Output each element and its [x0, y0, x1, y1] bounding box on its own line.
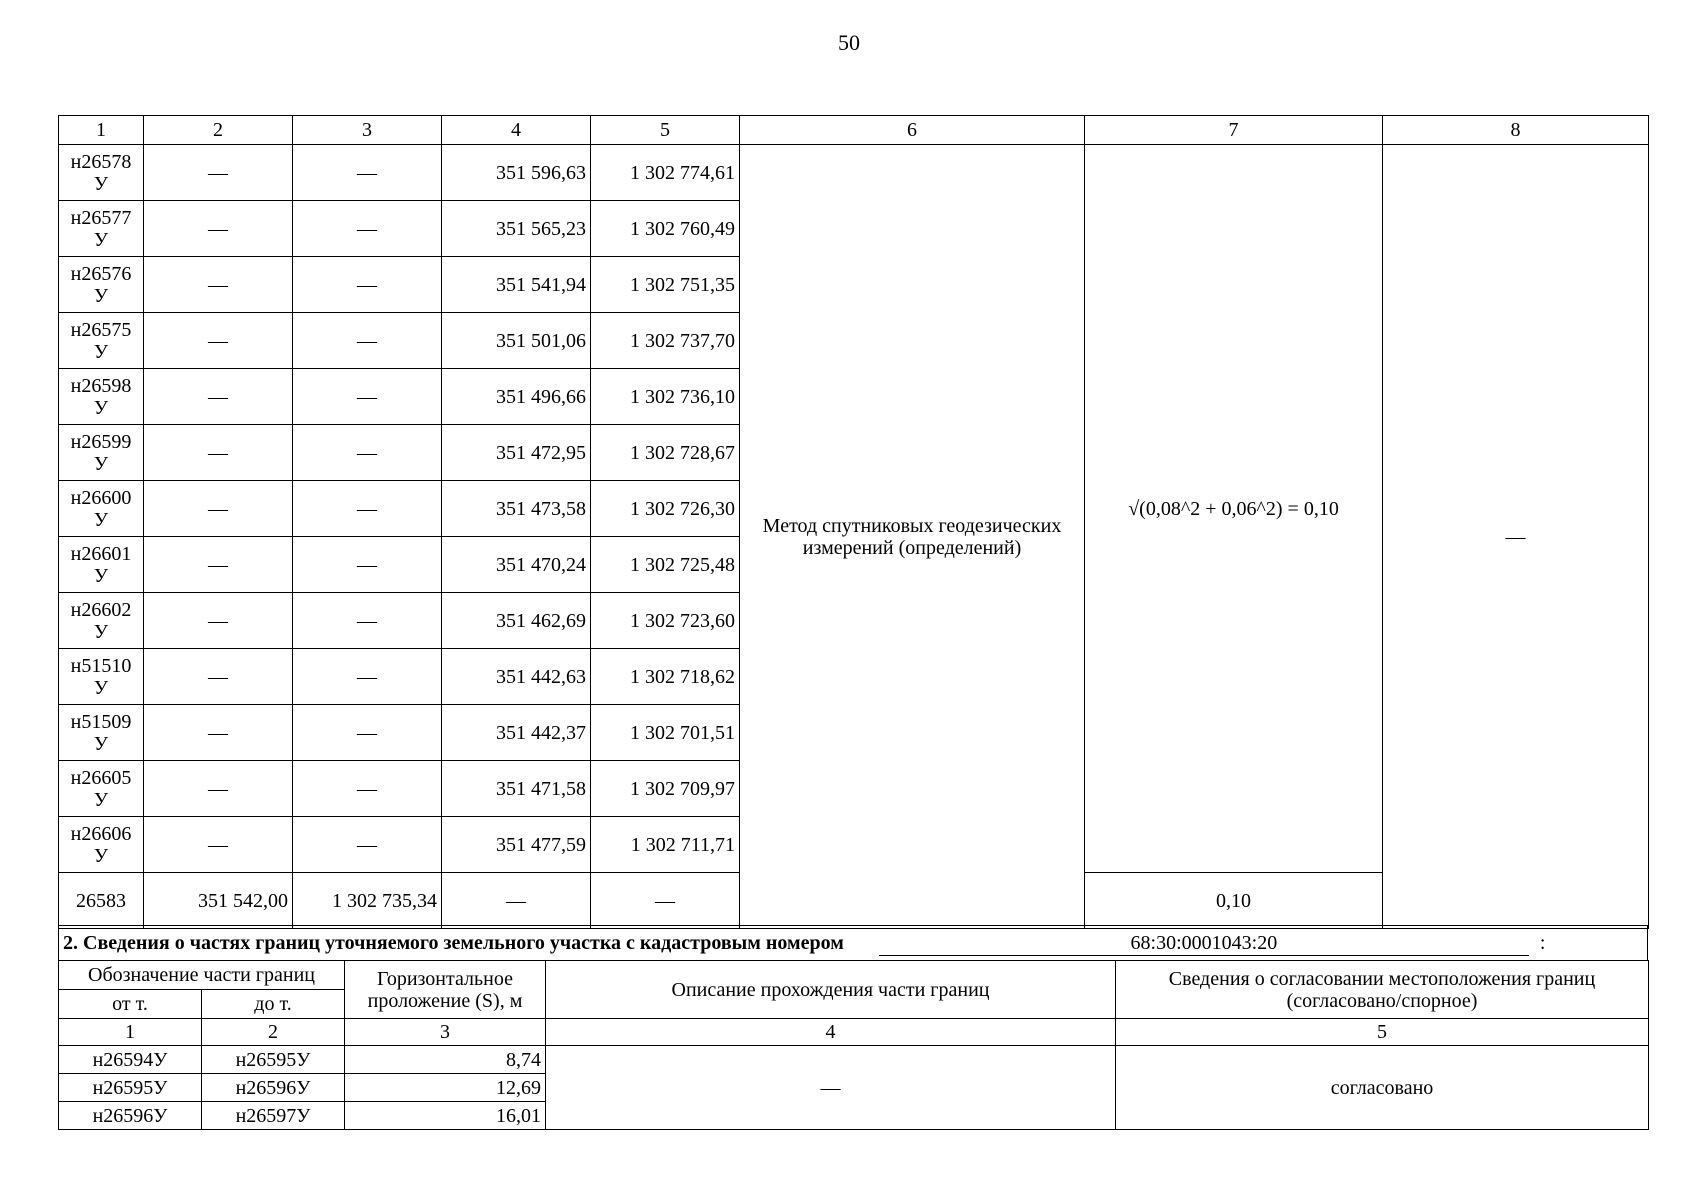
- column-number: 1: [59, 1019, 202, 1046]
- col3-value: —: [293, 649, 442, 705]
- method-cell: Метод спутниковых геодезических измерений (определений): [740, 145, 1085, 929]
- point-id: н26576: [70, 262, 132, 285]
- x-coordinate: 351 473,58: [442, 481, 591, 537]
- header-description: Описание прохождения части границ: [546, 961, 1116, 1019]
- to-point: н26595У: [202, 1046, 345, 1074]
- point-id: н26606: [70, 822, 132, 845]
- length-value: 8,74: [345, 1046, 546, 1074]
- x-coordinate: 351 541,94: [442, 257, 591, 313]
- col2-value: —: [144, 257, 293, 313]
- page-number: 50: [838, 30, 860, 55]
- column-number: 3: [345, 1019, 546, 1046]
- col7-value: 0,10: [1085, 873, 1383, 929]
- column-header: 6: [740, 116, 1085, 145]
- point-suffix: У: [93, 340, 109, 363]
- col2-value: 351 542,00: [144, 873, 293, 929]
- y-coordinate: 1 302 736,10: [591, 369, 740, 425]
- section-2-heading: [58, 925, 1648, 961]
- x-coordinate: 351 565,23: [442, 201, 591, 257]
- y-coordinate: 1 302 751,35: [591, 257, 740, 313]
- x-coordinate: 351 501,06: [442, 313, 591, 369]
- y-coordinate: 1 302 711,71: [591, 817, 740, 873]
- title-colon: :: [1539, 931, 1546, 954]
- point-id: 26583: [59, 873, 144, 929]
- point-suffix: У: [93, 564, 109, 587]
- header-agreement: Сведения о согласовании местоположения границ (согласовано/спорное): [1116, 961, 1649, 1019]
- point-id-cell: [59, 425, 144, 481]
- point-id: н26598: [70, 374, 132, 397]
- col3-value: —: [293, 761, 442, 817]
- point-id-cell: [59, 761, 144, 817]
- col3-value: —: [293, 593, 442, 649]
- from-point: н26595У: [59, 1074, 202, 1102]
- header-from: от т.: [59, 990, 202, 1019]
- column-number: 5: [1116, 1019, 1649, 1046]
- point-id-cell: [59, 705, 144, 761]
- col2-value: —: [144, 313, 293, 369]
- point-suffix: У: [93, 228, 109, 251]
- to-point: н26597У: [202, 1102, 345, 1130]
- col3-value: —: [293, 705, 442, 761]
- x-coordinate: 351 496,66: [442, 369, 591, 425]
- col8-value: —: [1383, 145, 1649, 929]
- col2-value: —: [144, 425, 293, 481]
- point-suffix: У: [93, 788, 109, 811]
- column-header: 8: [1383, 116, 1649, 145]
- col2-value: —: [144, 817, 293, 873]
- table-row: [59, 145, 1649, 201]
- point-id: н26575: [70, 318, 132, 341]
- y-coordinate: 1 302 709,97: [591, 761, 740, 817]
- point-id: н51510: [70, 654, 132, 677]
- point-id: н26599: [70, 430, 132, 453]
- length-value: 12,69: [345, 1074, 546, 1102]
- y-coordinate: 1 302 774,61: [591, 145, 740, 201]
- col3-value: —: [293, 817, 442, 873]
- point-id-cell: [59, 593, 144, 649]
- col2-value: —: [144, 761, 293, 817]
- y-coordinate: 1 302 726,30: [591, 481, 740, 537]
- y-coordinate: 1 302 701,51: [591, 705, 740, 761]
- col3-value: —: [293, 313, 442, 369]
- point-id-cell: [59, 537, 144, 593]
- x-coordinate: 351 462,69: [442, 593, 591, 649]
- col2-value: —: [144, 649, 293, 705]
- y-coordinate: 1 302 723,60: [591, 593, 740, 649]
- header-to: до т.: [202, 990, 345, 1019]
- y-coordinate: 1 302 718,62: [591, 649, 740, 705]
- point-id: н26577: [70, 206, 132, 229]
- col3-value: 1 302 735,34: [293, 873, 442, 929]
- x-coordinate: 351 472,95: [442, 425, 591, 481]
- boundary-parts-table: [58, 960, 1649, 1130]
- point-suffix: У: [93, 452, 109, 475]
- cadastral-number: 68:30:0001043:20: [879, 931, 1529, 956]
- point-suffix: У: [93, 396, 109, 419]
- point-id: н26601: [70, 542, 132, 565]
- col3-value: —: [293, 481, 442, 537]
- col2-value: —: [144, 481, 293, 537]
- from-point: н26596У: [59, 1102, 202, 1130]
- y-coordinate: 1 302 760,49: [591, 201, 740, 257]
- x-coordinate: —: [442, 873, 591, 929]
- point-suffix: У: [93, 732, 109, 755]
- header-part-designation: Обозначение части границ: [59, 961, 345, 990]
- x-coordinate: 351 477,59: [442, 817, 591, 873]
- x-coordinate: 351 596,63: [442, 145, 591, 201]
- point-id: н26578: [70, 150, 132, 173]
- point-suffix: У: [93, 172, 109, 195]
- x-coordinate: 351 442,63: [442, 649, 591, 705]
- col2-value: —: [144, 537, 293, 593]
- point-id: н26602: [70, 598, 132, 621]
- x-coordinate: 351 442,37: [442, 705, 591, 761]
- point-id-cell: [59, 481, 144, 537]
- col2-value: —: [144, 201, 293, 257]
- y-coordinate: 1 302 737,70: [591, 313, 740, 369]
- y-coordinate: —: [591, 873, 740, 929]
- from-point: н26594У: [59, 1046, 202, 1074]
- point-suffix: У: [93, 620, 109, 643]
- col3-value: —: [293, 425, 442, 481]
- col2-value: —: [144, 705, 293, 761]
- column-header: 4: [442, 116, 591, 145]
- y-coordinate: 1 302 728,67: [591, 425, 740, 481]
- point-suffix: У: [93, 676, 109, 699]
- section-title: 2. Сведения о частях границ уточняемого земельного участка с кадастровым номером: [63, 931, 844, 954]
- point-id: н26605: [70, 766, 132, 789]
- point-id-cell: [59, 145, 144, 201]
- coordinates-table: [58, 115, 1649, 929]
- col3-value: —: [293, 537, 442, 593]
- table-row: [59, 1046, 1649, 1074]
- point-id-cell: [59, 201, 144, 257]
- column-header: 5: [591, 116, 740, 145]
- column-header: 7: [1085, 116, 1383, 145]
- y-coordinate: 1 302 725,48: [591, 537, 740, 593]
- length-value: 16,01: [345, 1102, 546, 1130]
- to-point: н26596У: [202, 1074, 345, 1102]
- point-suffix: У: [93, 284, 109, 307]
- point-id-cell: [59, 369, 144, 425]
- point-id: н51509: [70, 710, 132, 733]
- point-id: н26600: [70, 486, 132, 509]
- column-number: 2: [202, 1019, 345, 1046]
- col3-value: —: [293, 201, 442, 257]
- col2-value: —: [144, 369, 293, 425]
- column-header: 2: [144, 116, 293, 145]
- col2-value: —: [144, 145, 293, 201]
- x-coordinate: 351 471,58: [442, 761, 591, 817]
- point-suffix: У: [93, 508, 109, 531]
- point-id-cell: [59, 313, 144, 369]
- col2-value: —: [144, 593, 293, 649]
- header-horizontal-length: Горизонтальное проложение (S), м: [345, 961, 546, 1019]
- col3-value: —: [293, 145, 442, 201]
- description-value: —: [546, 1046, 1116, 1130]
- column-number: 4: [546, 1019, 1116, 1046]
- accuracy-formula: √(0,08^2 + 0,06^2) = 0,10: [1085, 145, 1383, 873]
- point-suffix: У: [93, 844, 109, 867]
- col3-value: —: [293, 257, 442, 313]
- x-coordinate: 351 470,24: [442, 537, 591, 593]
- column-header: 3: [293, 116, 442, 145]
- point-id-cell: [59, 817, 144, 873]
- table-header-row: [59, 116, 1649, 145]
- column-header: 1: [59, 116, 144, 145]
- point-id-cell: [59, 257, 144, 313]
- point-id-cell: [59, 649, 144, 705]
- agreement-value: согласовано: [1116, 1046, 1649, 1130]
- col3-value: —: [293, 369, 442, 425]
